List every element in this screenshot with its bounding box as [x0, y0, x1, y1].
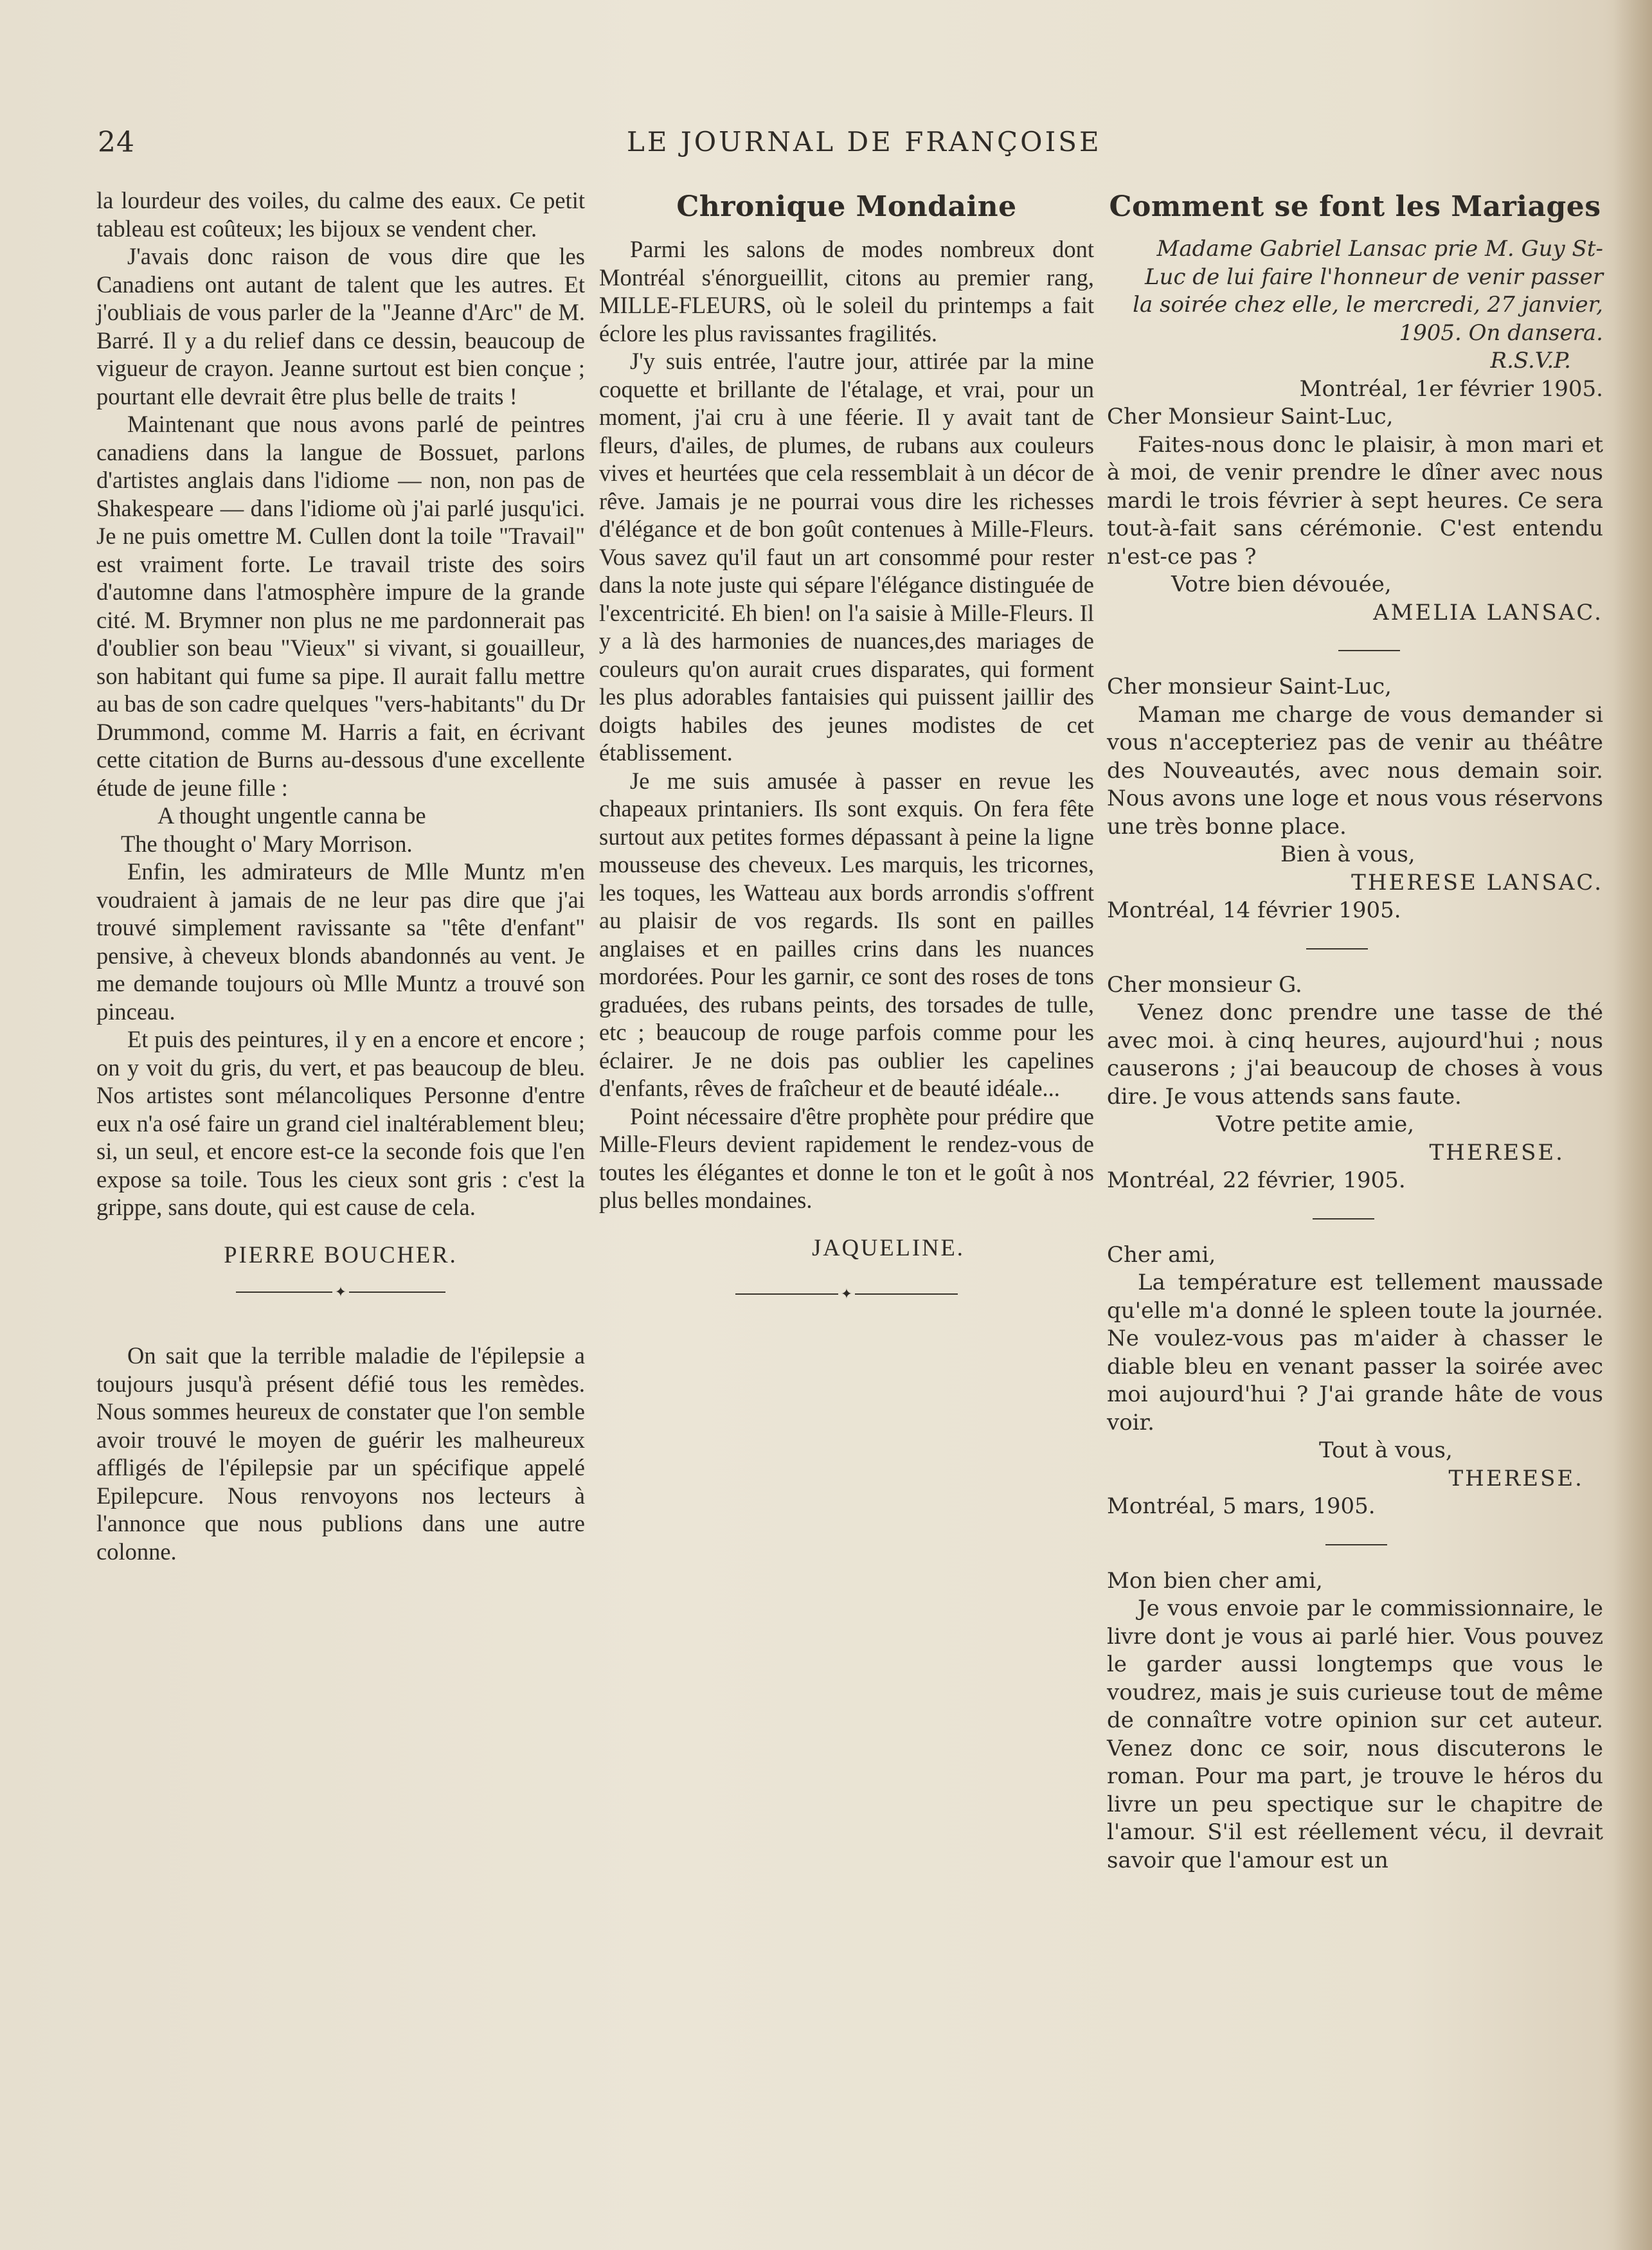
letter-separator	[1306, 948, 1368, 950]
invitation-text	[1107, 235, 1603, 375]
divider-line	[855, 1293, 958, 1295]
letter-date: Montréal, 5 mars, 1905.	[1107, 1493, 1376, 1519]
diamond-ornament-icon: ✦	[334, 1284, 347, 1300]
paragraph: Point nécessaire d'être prophète pour prédire que Mille-Fleurs devient rapidement le rendez-vous de toutes les élégantes et donne le ton et le goût à nos plus belles mondaines.	[599, 1102, 1094, 1213]
letter-closing: Tout à vous,	[1319, 1437, 1453, 1463]
page-edge-shadow	[1613, 0, 1652, 2250]
letter-salutation: Cher monsieur Saint-Luc,	[1107, 674, 1392, 699]
letter-salutation: Cher monsieur G.	[1107, 971, 1302, 998]
section-heading: Chronique Mondaine	[676, 190, 1017, 223]
paragraph: Enfin, les admirateurs de Mlle Muntz m'en voudraient à jamais de ne leur pas dire que j'ai trouvé simplement ravissante sa "tête d'enfant" pensive, à cheveux blonds abandonnés au vent. Je me demande toujours où Mlle Muntz a trouvé son pinceau.	[96, 858, 585, 1025]
letter-date: Montréal, 22 février, 1905.	[1107, 1167, 1406, 1193]
divider-line	[236, 1292, 332, 1293]
paragraph: J'y suis entrée, l'autre jour, attirée par la mine coquette et brillante de l'étalage, et vrai, pour un moment, j'ai cru à une féerie. Il y avait tant de fleurs, d'ailes, de plumes, de rubans aux couleurs vives et heurtées que cela ressemblait à un décor de rêve. Jamais je ne pourrai vous dire les richesses d'élégance et de bon goût contenues à Mille-Fleurs. Vous savez qu'il faut un art consommé pour rester dans la note juste qui sépare l'élégance distinguée de l'excentricité. Eh bien! on l'a saisie à Mille-Fleurs. Il y a là des harmonies de nuances,des mariages de couleurs qu'on aurait crues disparates, qui forment les plus adorables fantaisies qui puissent jaillir des doigts habiles des jeunes modistes de cet établissement.	[599, 348, 1094, 766]
paragraph: Je me suis amusée à passer en revue les chapeaux printaniers. Ils sont exquis. On fera fête surtout aux petites formes dépassant à peine la ligne mousseuse des cheveux. Les marquis, les tricornes, les toques, les Watteau aux bords arrondis s'offrent au plaisir de vos regards. Ils sont en pailles anglaises et en pailles crins dans les nuances mordorées. Pour les garnir, ce sont des roses de tons graduées, des rubans peints, des torsades de tulle, etc ; beaucoup de rouge parfois comme pour les éclairer. Je ne dois pas oublier les capelines d'enfants, rêves de fraîcheur et de beauté idéale...	[599, 767, 1094, 1101]
letter-closing: Bien à vous,	[1280, 842, 1415, 867]
paragraph: Maintenant que nous avons parlé de peintres canadiens dans la langue de Bossuet, parlons d'artistes anglais dans l'idiome — non, non pas de Shakespeare — dans l'idiome où j'ai parlé jusqu'ici. Je ne puis omettre M. Cullen dont la toile "Travail" est vraiment forte. Le travail triste des soirs d'automne dans l'atmosphère impure de la grande cité. M. Brymner non plus ne me pardonnerait pas d'oublier son beau "Vieux" si vivant, si gouailleur, son habitant qui fume sa pipe. Il aurait fallu mettre au bas de son cadre quelques "vers-habitants" du Dr Drummond, comme M. Harris a fait, en écrivant cette citation de Burns au-dessous d'une excellente étude de jeune fille :	[96, 411, 585, 801]
letter-date: Montréal, 14 février 1905.	[1107, 897, 1401, 923]
invitation-body: Madame Gabriel Lansac prie M. Guy St-Luc de lui faire l'honneur de venir passer la soirée chez elle, le mercredi, 27 janvier, 1905. On dansera.	[1133, 236, 1603, 346]
ornament-divider	[599, 1287, 1094, 1301]
column-middle	[599, 188, 1094, 1344]
letter-body: Maman me charge de vous demander si vous n'accepteriez pas de venir au théâtre des Nouveautés, avec nous demain soir. Nous avons une loge et nous vous réservons une très bonne place.	[1107, 701, 1603, 840]
divider-line	[349, 1292, 445, 1293]
letter-body: Venez donc prendre une tasse de thé avec moi. à cinq heures, aujourd'hui ; nous causerons ; j'ai beaucoup de choses à vous dire. Je vous attends sans faute.	[1107, 1000, 1603, 1110]
letter-signature: THERESE.	[1448, 1465, 1584, 1491]
section-heading: Comment se font les Mariages	[1109, 190, 1601, 223]
ornament-divider	[96, 1285, 585, 1299]
paragraph: J'avais donc raison de vous dire que les Canadiens ont autant de talent que les autres. Et j'oubliais de vous parler de la "Jeanne d'Arc" de M. Barré. Il y a du relief dans ce dessin, beaucoup de vigueur de crayon. Jeanne surtout est bien conçue ; pourtant elle devrait être plus belle de traits !	[96, 243, 585, 410]
letter-signature: THERESE LANSAC.	[1351, 869, 1603, 896]
paragraph: Et puis des peintures, il y en a encore et encore ; on y voit du gris, du vert, et pas beaucoup de bleu. Nos artistes sont mélancoliques Personne d'entre eux n'a osé faire un grand ciel inaltérablement bleu; si, un seul, et encore est-ce la seconde fois que l'en expose sa toile. Tous les cieux sont gris : c'est la grippe, sans doute, qui est cause de cela.	[96, 1026, 585, 1220]
letter-body: La température est tellement maussade qu'elle m'a donné le spleen toute la journée. Ne voulez-vous pas m'aider à chasser le diable bleu en venant passer la soirée avec moi aujourd'hui ? J'ai grande hâte de vous voir.	[1107, 1270, 1603, 1436]
rsvp: R.S.V.P.	[1490, 348, 1571, 374]
verse-line: The thought o' Mary Morrison.	[121, 830, 413, 857]
column-right	[1107, 188, 1603, 1875]
letter-salutation: Cher ami,	[1107, 1241, 1216, 1268]
paragraph: Parmi les salons de modes nombreux dont Montréal s'énorgueillit, citons au premier rang, MILLE-FLEURS, où le soleil du printemps a fait éclore les plus ravissantes fragilités.	[599, 236, 1094, 346]
letter-separator	[1325, 1544, 1387, 1545]
letter-body: Faites-nous donc le plaisir, à mon mari et à moi, de venir prendre le dîner avec nous mardi le trois février à sept heures. Ce sera tout-à-fait sans cérémonie. C'est entendu n'est-ce pas ?	[1107, 431, 1603, 570]
divider-line	[735, 1293, 838, 1295]
letter-closing: Votre petite amie,	[1216, 1112, 1415, 1137]
letter-separator	[1338, 650, 1400, 651]
author-signature: PIERRE BOUCHER.	[224, 1241, 458, 1268]
author-signature: JAQUELINE.	[812, 1234, 965, 1261]
diamond-ornament-icon: ✦	[840, 1286, 853, 1302]
page-number: 24	[98, 126, 135, 159]
letter-date: Montréal, 1er février 1905.	[1299, 375, 1603, 402]
column-left	[96, 186, 585, 1565]
epilepsy-notice: On sait que la terrible maladie de l'épilepsie a toujours jusqu'à présent défié tous les remèdes. Nous sommes heureux de constater que l'on semble avoir trouvé le moyen de guérir les malheureux affligés de l'épilepsie par un spécifique appelé Epilepcure. Nous renvoyons nos lecteurs à l'annonce que nous publions dans une autre colonne.	[96, 1342, 585, 1565]
letter-signature: THERESE.	[1429, 1139, 1565, 1166]
verse-line: A thought ungentle canna be	[157, 802, 426, 829]
letter-separator	[1313, 1218, 1374, 1220]
journal-title: LE JOURNAL DE FRANÇOISE	[627, 126, 1102, 158]
letter-salutation: Cher Monsieur Saint-Luc,	[1107, 404, 1394, 429]
letter-signature: AMELIA LANSAC.	[1373, 599, 1603, 626]
letter-salutation: Mon bien cher ami,	[1107, 1567, 1323, 1594]
letter-closing: Votre bien dévouée,	[1171, 572, 1392, 597]
paragraph: la lourdeur des voiles, du calme des eaux. Ce petit tableau est coûteux; les bijoux se vendent cher.	[96, 187, 585, 242]
letter-body: Je vous envoie par le commissionnaire, le livre dont je vous ai parlé hier. Vous pouvez le garder aussi longtemps que vous le voudrez, mais je suis curieuse tout de même de connaître votre opinion sur cet auteur. Venez donc ce soir, nous discuterons le roman. Pour ma part, je trouve le héros du livre un peu spectique sur le chapitre de l'amour. S'il est réellement vécu, il devrait savoir que l'amour est un	[1107, 1596, 1603, 1873]
